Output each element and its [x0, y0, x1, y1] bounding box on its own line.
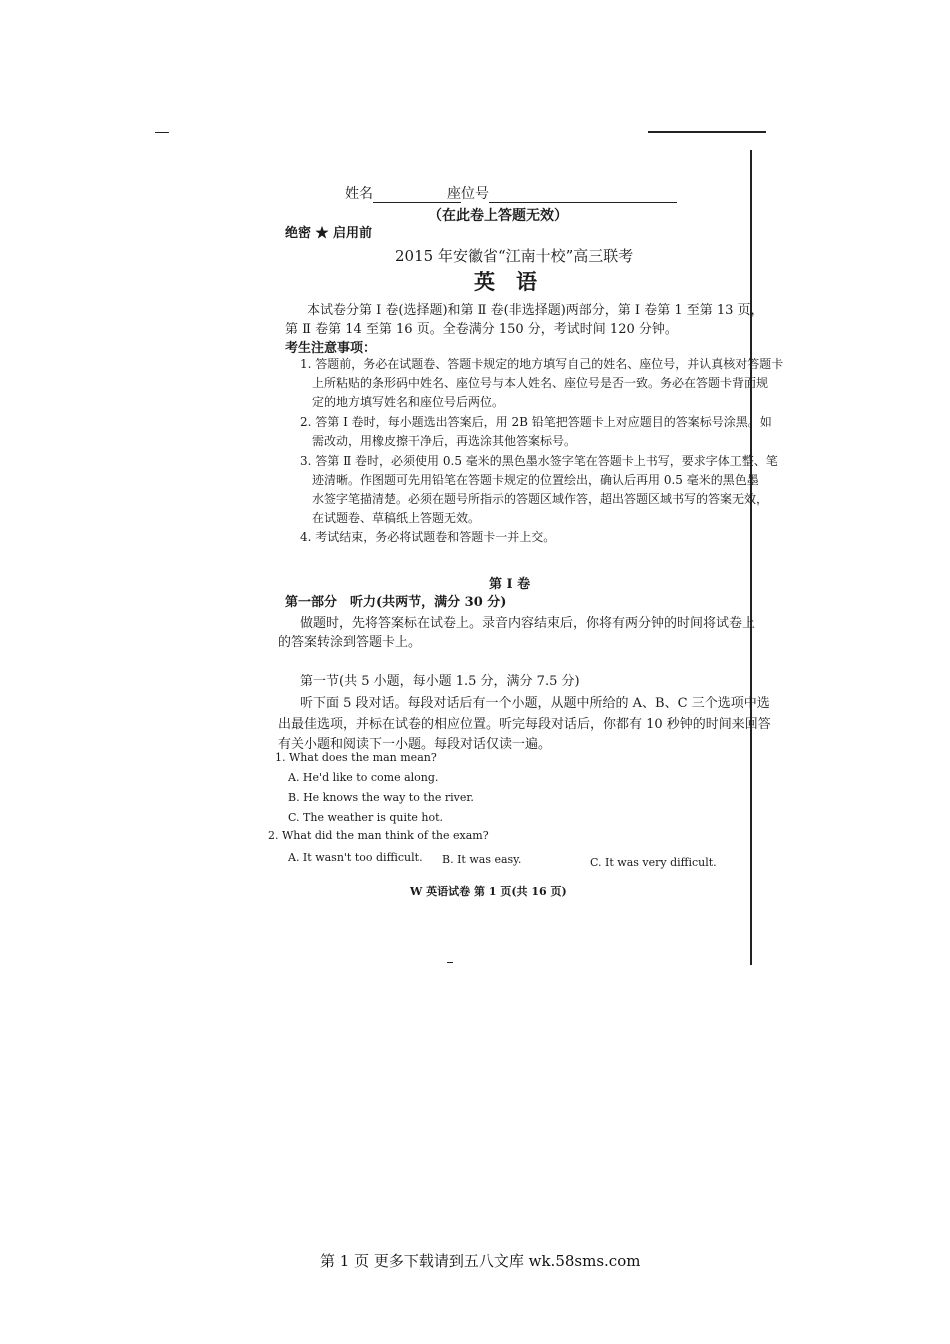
section-title: 第一节(共 5 小题，每小题 1.5 分，满分 7.5 分)	[300, 674, 580, 689]
notice-1-line-2: 上所粘贴的条形码中姓名、座位号与本人姓名、座位号是否一致。务必在答题卡背面规	[312, 376, 769, 390]
section-desc-2: 出最佳选项，并标在试卷的相应位置。听完每段对话后，你都有 10 秒钟的时间来回答	[278, 717, 771, 732]
question-2-option-b: B. It was easy.	[442, 853, 522, 866]
notice-title: 考生注意事项：	[285, 341, 377, 356]
page-footer: W 英语试卷 第 1 页(共 16 页)	[410, 885, 567, 898]
notice-item-3	[300, 452, 778, 528]
section-desc-3: 有关小题和阅读下一小题。每段对话仅读一遍。	[278, 737, 552, 752]
question-2-stem: 2. What did the man think of the exam?	[268, 829, 489, 842]
section-desc-1: 听下面 5 段对话。每段对话后有一个小题，从题中所给的 A、B、C 三个选项中选	[300, 696, 770, 711]
intro-line-2: 第 Ⅱ 卷第 14 至第 16 页。全卷满分 150 分，考试时间 120 分钟。	[285, 322, 678, 337]
scan-dash-bottom	[447, 962, 453, 963]
notice-2-line-1: 2. 答第 Ⅰ 卷时，每小题选出答案后，用 2B 铅笔把答题卡上对应题目的答案标号涂黑。如	[300, 415, 772, 429]
notice-2-line-2: 需改动，用橡皮擦干净后，再选涂其他答案标号。	[312, 434, 577, 448]
scan-edge-right	[750, 150, 752, 965]
site-footer: 第 1 页 更多下载请到五八文库 wk.58sms.com	[320, 1252, 641, 1270]
seat-blank	[489, 188, 677, 203]
question-1-option-c: C. The weather is quite hot.	[288, 811, 444, 824]
volume-title: 第 Ⅰ 卷	[489, 577, 531, 592]
secret-label: 绝密 ★ 启用前	[285, 226, 373, 241]
notice-3-line-4: 在试题卷、草稿纸上答题无效。	[312, 511, 481, 525]
notice-item-2	[300, 413, 772, 451]
question-2-option-c: C. It was very difficult.	[590, 856, 717, 869]
scan-edge-top-left	[155, 132, 169, 133]
notice-item-1	[300, 355, 783, 412]
scan-edge-top-right	[648, 131, 766, 133]
notice-1-line-3: 定的地方填写姓名和座位号后两位。	[312, 395, 505, 409]
part-desc-2: 的答案转涂到答题卡上。	[278, 635, 422, 650]
question-1-stem: 1. What does the man mean?	[275, 751, 437, 764]
part-desc-1: 做题时，先将答案标在试卷上。录音内容结束后，你将有两分钟的时间将试卷上	[300, 616, 756, 631]
subject-title: 英 语	[474, 269, 537, 294]
seat-field	[447, 183, 677, 203]
invalid-note: （在此卷上答题无效）	[428, 208, 568, 224]
question-2-option-a: A. It wasn't too difficult.	[288, 851, 423, 864]
notice-4-line-1: 4. 考试结束，务必将试题卷和答题卡一并上交。	[300, 530, 556, 544]
notice-3-line-1: 3. 答第 Ⅱ 卷时，必须使用 0.5 毫米的黑色墨水签字笔在答题卡上书写，要求字体工整、笔	[300, 454, 778, 468]
intro-line-1: 本试卷分第 Ⅰ 卷(选择题)和第 Ⅱ 卷(非选择题)两部分，第 Ⅰ 卷第 1 至第 13 页，	[307, 303, 764, 318]
question-1-option-a: A. He'd like to come along.	[288, 771, 439, 784]
notice-3-line-2: 迹清晰。作图题可先用铅笔在答题卡规定的位置绘出，确认后再用 0.5 毫米的黑色墨	[312, 473, 759, 487]
notice-item-4	[300, 528, 555, 545]
notice-1-line-1: 1. 答题前，务必在试题卷、答题卡规定的地方填写自己的姓名、座位号，并认真核对答题卡	[300, 357, 784, 371]
name-label: 姓名	[345, 186, 373, 202]
name-field	[345, 183, 461, 203]
exam-title: 2015 年安徽省“江南十校”高三联考	[395, 247, 634, 265]
seat-label: 座位号	[447, 186, 489, 202]
question-1-option-b: B. He knows the way to the river.	[288, 791, 474, 804]
part-title: 第一部分 听力(共两节，满分 30 分)	[285, 595, 507, 610]
notice-3-line-3: 水签字笔描清楚。必须在题号所指示的答题区域作答，超出答题区域书写的答案无效，	[312, 492, 769, 506]
